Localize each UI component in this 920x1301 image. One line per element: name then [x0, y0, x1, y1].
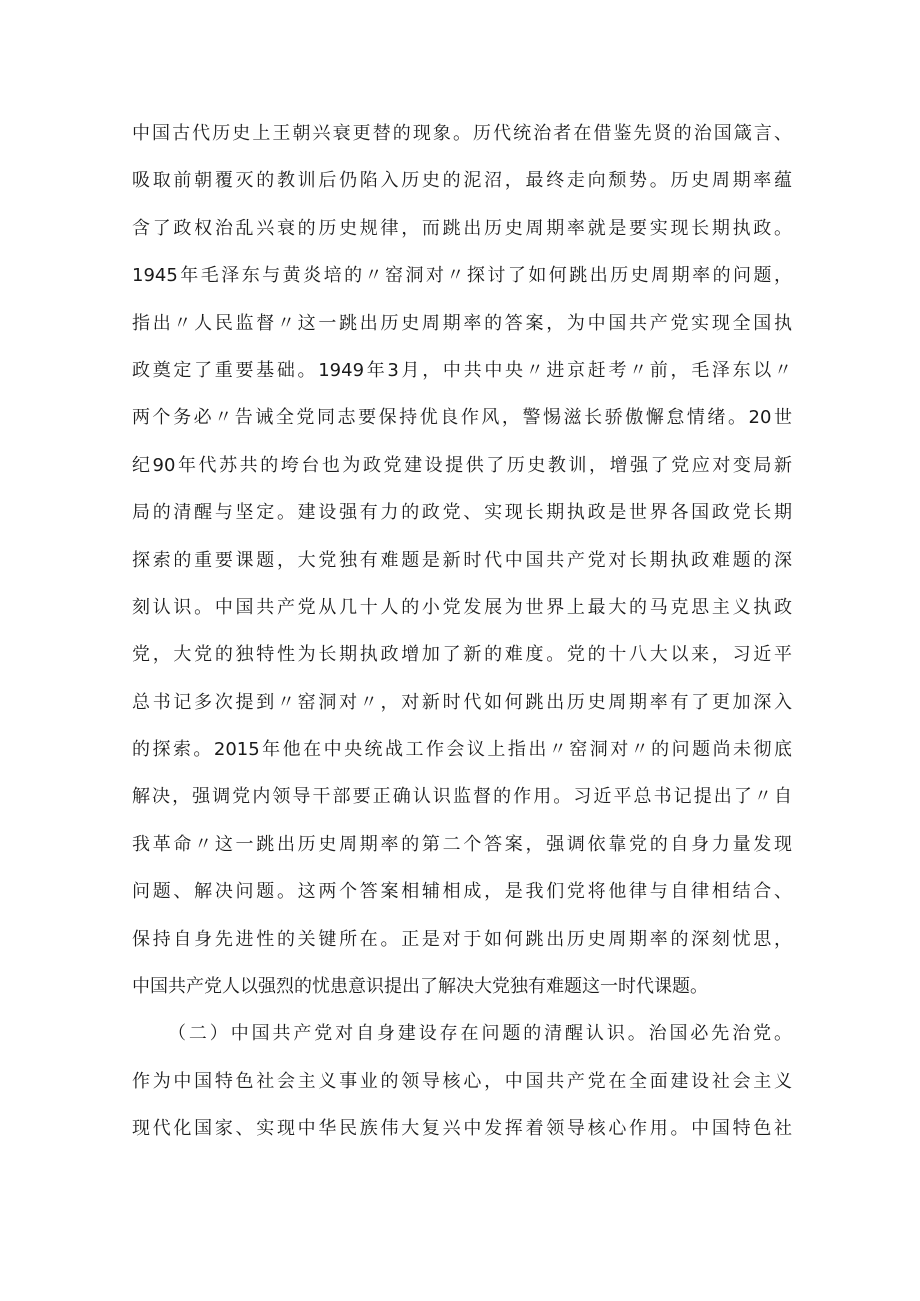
- body-text: [132, 110, 792, 1153]
- text-line: 刻认识。中国共产党从几十人的小党发展为世界上最大的马克思主义执政: [132, 596, 792, 618]
- text-line: 含了政权治乱兴衰的历史规律，而跳出历史周期率就是要实现长期执政。: [132, 217, 792, 239]
- text-line: 党，大党的独特性为长期执政增加了新的难度。党的十八大以来，习近平: [132, 644, 792, 666]
- text-line: 问题、解决问题。这两个答案相辅相成，是我们党将他律与自律相结合、: [132, 881, 792, 903]
- text-line: 作为中国特色社会主义事业的领导核心，中国共产党在全面建设社会主义: [132, 1070, 792, 1092]
- text-line: 中国古代历史上王朝兴衰更替的现象。历代统治者在借鉴先贤的治国箴言、: [132, 123, 792, 144]
- text-line: 我革命〃这一跳出历史周期率的第二个答案，强调依靠党的自身力量发现: [132, 833, 792, 855]
- text-line: 的探索。2015年他在中央统战工作会议上指出〃窑洞对〃的问题尚未彻底: [132, 739, 792, 761]
- text-line: 两个务必〃告诫全党同志要保持优良作风，警惕滋长骄傲懈怠情绪。20世: [132, 407, 792, 429]
- text-line: 政奠定了重要基础。1949年3月，中共中央〃进京赶考〃前，毛泽东以〃: [132, 359, 792, 381]
- text-line: 指出〃人民监督〃这一跳出历史周期率的答案，为中国共产党实现全国执: [132, 312, 792, 334]
- text-line: 解决，强调党内领导干部要正确认识监督的作用。习近平总书记提出了〃自: [132, 786, 792, 808]
- text-line: 探索的重要课题，大党独有难题是新时代中国共产党对长期执政难题的深: [132, 549, 792, 571]
- text-line: 1945年毛泽东与黄炎培的〃窑洞对〃探讨了如何跳出历史周期率的问题，: [132, 265, 792, 287]
- text-line: 保持自身先进性的关键所在。正是对于如何跳出历史周期率的深刻忧思，: [132, 928, 792, 950]
- text-line: 中国共产党人以强烈的忧患意识提出了解决大党独有难题这一时代课题。: [132, 976, 708, 998]
- section-heading-line: （二）中国共产党对自身建设存在问题的清醒认识。治国必先治党。: [168, 1023, 792, 1045]
- text-line: 纪90年代苏共的垮台也为政党建设提供了历史教训，增强了党应对变局新: [132, 454, 792, 476]
- text-line: 总书记多次提到〃窑洞对〃，对新时代如何跳出历史周期率有了更加深入: [132, 691, 792, 713]
- text-line: 局的清醒与坚定。建设强有力的政党、实现长期执政是世界各国政党长期: [132, 502, 792, 524]
- text-line: 现代化国家、实现中华民族伟大复兴中发挥着领导核心作用。中国特色社: [132, 1118, 792, 1140]
- text-line: 吸取前朝覆灭的教训后仍陷入历史的泥沼，最终走向颓势。历史周期率蕴: [132, 170, 792, 192]
